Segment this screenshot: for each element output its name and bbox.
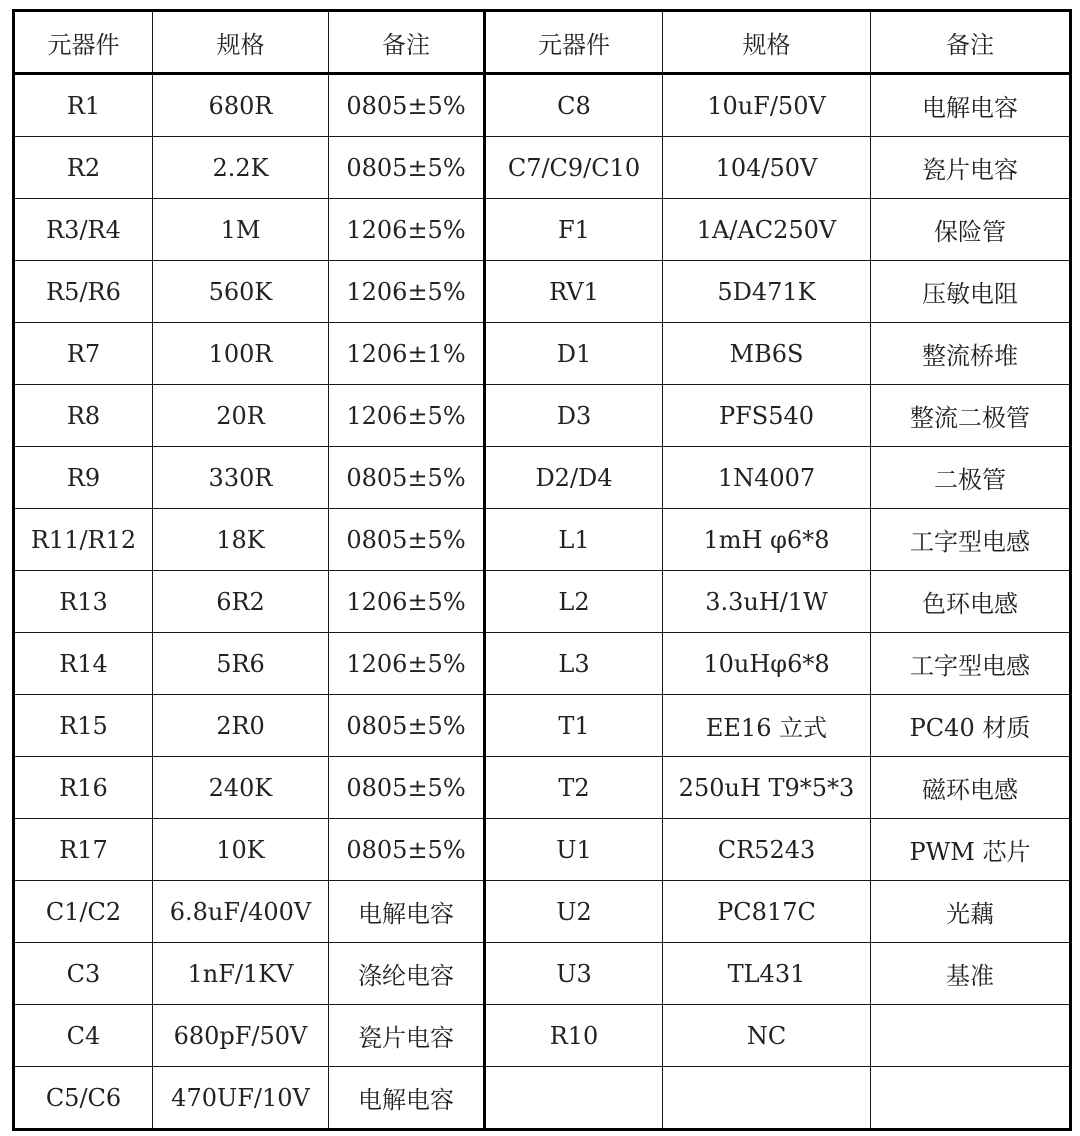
table-row (14, 819, 1071, 881)
table-row (14, 199, 1071, 261)
component-spec-table (12, 9, 1072, 1131)
spec-cell (663, 1067, 871, 1130)
header-spec-left: 规格 (153, 11, 329, 74)
note-cell: 整流二极管 (871, 385, 1071, 447)
component-cell: R9 (14, 447, 153, 509)
component-cell: R1 (14, 74, 153, 137)
table-row (14, 571, 1071, 633)
note-cell: 涤纶电容 (329, 943, 485, 1005)
header-row (14, 11, 1071, 74)
spec-cell: 5D471K (663, 261, 871, 323)
note-cell: 0805±5% (329, 757, 485, 819)
component-cell (485, 1067, 663, 1130)
spec-cell: NC (663, 1005, 871, 1067)
table-header (14, 11, 1071, 74)
note-cell: 0805±5% (329, 509, 485, 571)
spec-cell: 330R (153, 447, 329, 509)
spec-cell: 10uF/50V (663, 74, 871, 137)
component-cell: R11/R12 (14, 509, 153, 571)
header-note-left: 备注 (329, 11, 485, 74)
note-cell: 1206±5% (329, 261, 485, 323)
spec-cell: EE16 立式 (663, 695, 871, 757)
component-cell: R17 (14, 819, 153, 881)
header-note-right: 备注 (871, 11, 1071, 74)
spec-cell: 100R (153, 323, 329, 385)
component-cell: R7 (14, 323, 153, 385)
component-cell: C5/C6 (14, 1067, 153, 1130)
note-cell: 整流桥堆 (871, 323, 1071, 385)
component-cell: T1 (485, 695, 663, 757)
spec-cell: PC817C (663, 881, 871, 943)
component-cell: R16 (14, 757, 153, 819)
spec-cell: 10K (153, 819, 329, 881)
table-row (14, 74, 1071, 137)
component-cell: R5/R6 (14, 261, 153, 323)
note-cell: 磁环电感 (871, 757, 1071, 819)
spec-cell: 104/50V (663, 137, 871, 199)
component-cell: R14 (14, 633, 153, 695)
note-cell: PC40 材质 (871, 695, 1071, 757)
component-cell: D1 (485, 323, 663, 385)
note-cell: 基准 (871, 943, 1071, 1005)
component-cell: C4 (14, 1005, 153, 1067)
table-row (14, 633, 1071, 695)
spec-cell: 560K (153, 261, 329, 323)
component-cell: R2 (14, 137, 153, 199)
spec-cell: 3.3uH/1W (663, 571, 871, 633)
note-cell: 1206±1% (329, 323, 485, 385)
component-cell: U1 (485, 819, 663, 881)
header-spec-right: 规格 (663, 11, 871, 74)
note-cell: 1206±5% (329, 199, 485, 261)
component-cell: R10 (485, 1005, 663, 1067)
component-cell: U2 (485, 881, 663, 943)
note-cell: 1206±5% (329, 385, 485, 447)
note-cell: 电解电容 (871, 74, 1071, 137)
note-cell: 瓷片电容 (329, 1005, 485, 1067)
spec-cell: 240K (153, 757, 329, 819)
spec-cell: 2R0 (153, 695, 329, 757)
spec-cell: 1nF/1KV (153, 943, 329, 1005)
component-cell: R3/R4 (14, 199, 153, 261)
spec-cell: 470UF/10V (153, 1067, 329, 1130)
spec-cell: 6R2 (153, 571, 329, 633)
note-cell: 工字型电感 (871, 509, 1071, 571)
component-cell: R15 (14, 695, 153, 757)
note-cell (871, 1067, 1071, 1130)
component-cell: C8 (485, 74, 663, 137)
spec-cell: 250uH T9*5*3 (663, 757, 871, 819)
table-row (14, 385, 1071, 447)
header-component-left: 元器件 (14, 11, 153, 74)
note-cell: 0805±5% (329, 447, 485, 509)
table-row (14, 695, 1071, 757)
spec-cell: 680R (153, 74, 329, 137)
spec-cell: 5R6 (153, 633, 329, 695)
component-cell: L3 (485, 633, 663, 695)
spec-cell: 18K (153, 509, 329, 571)
note-cell: 0805±5% (329, 137, 485, 199)
note-cell: 压敏电阻 (871, 261, 1071, 323)
spec-cell: TL431 (663, 943, 871, 1005)
component-cell: RV1 (485, 261, 663, 323)
table-row (14, 881, 1071, 943)
component-cell: F1 (485, 199, 663, 261)
table-row (14, 447, 1071, 509)
table-row (14, 1067, 1071, 1130)
table-body (14, 74, 1071, 1130)
table-row (14, 261, 1071, 323)
component-cell: C7/C9/C10 (485, 137, 663, 199)
spec-cell: 10uHφ6*8 (663, 633, 871, 695)
component-cell: L2 (485, 571, 663, 633)
component-cell: R13 (14, 571, 153, 633)
spec-cell: 1mH φ6*8 (663, 509, 871, 571)
note-cell: 色环电感 (871, 571, 1071, 633)
component-cell: L1 (485, 509, 663, 571)
component-cell: T2 (485, 757, 663, 819)
component-cell: C3 (14, 943, 153, 1005)
note-cell: 电解电容 (329, 1067, 485, 1130)
component-cell: D3 (485, 385, 663, 447)
note-cell: PWM 芯片 (871, 819, 1071, 881)
spec-cell: 20R (153, 385, 329, 447)
note-cell: 保险管 (871, 199, 1071, 261)
table-row (14, 757, 1071, 819)
note-cell: 0805±5% (329, 74, 485, 137)
table-row (14, 323, 1071, 385)
note-cell: 1206±5% (329, 571, 485, 633)
note-cell: 瓷片电容 (871, 137, 1071, 199)
table-row (14, 509, 1071, 571)
spec-cell: 1A/AC250V (663, 199, 871, 261)
note-cell: 工字型电感 (871, 633, 1071, 695)
note-cell: 二极管 (871, 447, 1071, 509)
component-cell: R8 (14, 385, 153, 447)
spec-cell: 1N4007 (663, 447, 871, 509)
note-cell: 0805±5% (329, 819, 485, 881)
table-row (14, 943, 1071, 1005)
table-row (14, 1005, 1071, 1067)
header-component-right: 元器件 (485, 11, 663, 74)
component-cell: C1/C2 (14, 881, 153, 943)
component-cell: U3 (485, 943, 663, 1005)
spec-cell: 6.8uF/400V (153, 881, 329, 943)
spec-cell: 680pF/50V (153, 1005, 329, 1067)
note-cell (871, 1005, 1071, 1067)
spec-cell: CR5243 (663, 819, 871, 881)
spec-cell: 2.2K (153, 137, 329, 199)
note-cell: 光藕 (871, 881, 1071, 943)
spec-cell: PFS540 (663, 385, 871, 447)
note-cell: 0805±5% (329, 695, 485, 757)
table-row (14, 137, 1071, 199)
spec-cell: MB6S (663, 323, 871, 385)
note-cell: 电解电容 (329, 881, 485, 943)
note-cell: 1206±5% (329, 633, 485, 695)
component-cell: D2/D4 (485, 447, 663, 509)
spec-cell: 1M (153, 199, 329, 261)
